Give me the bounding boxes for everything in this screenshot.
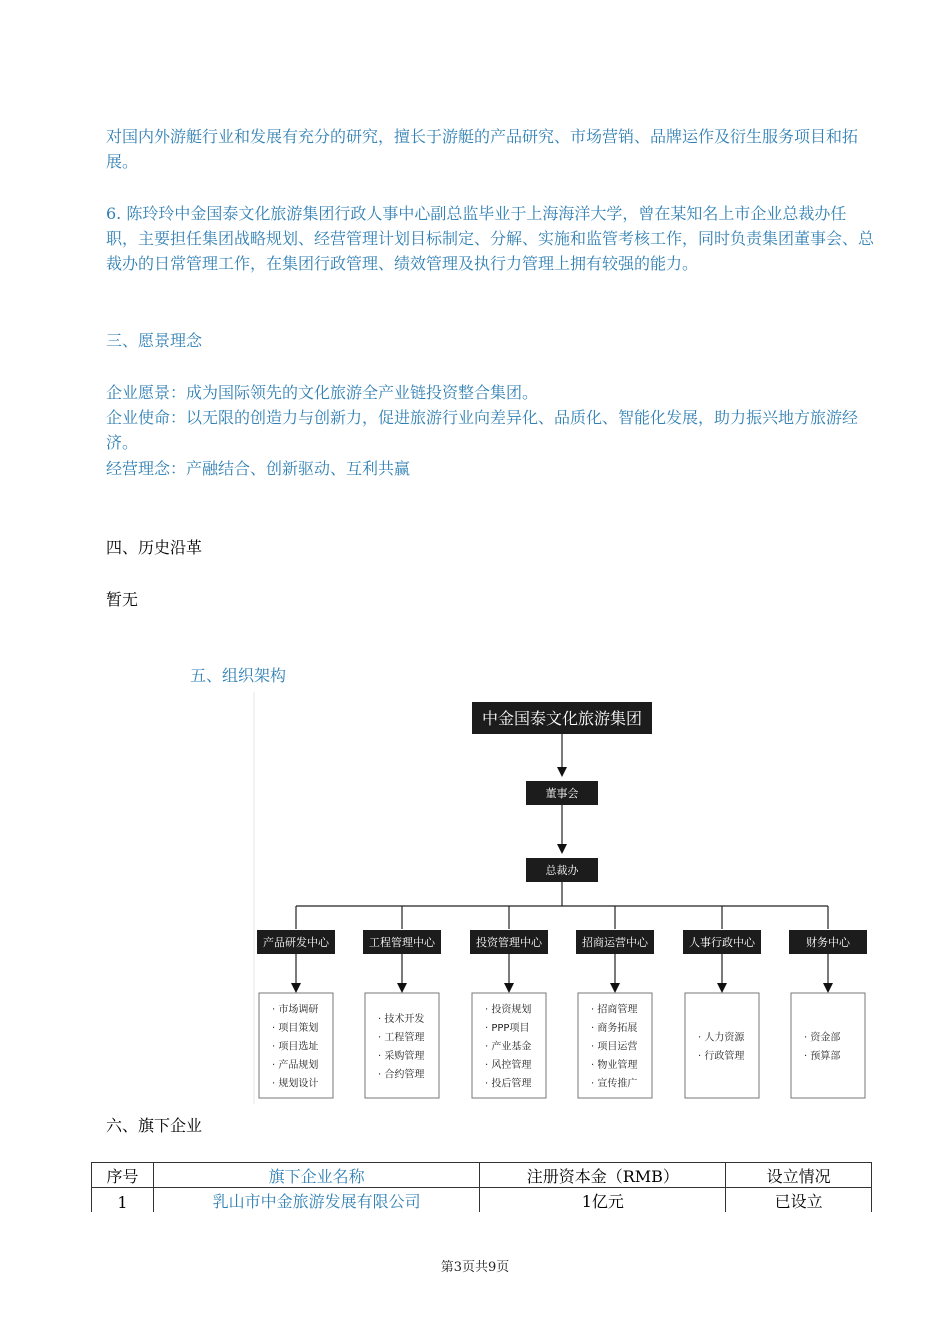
table-header-row (92, 1163, 872, 1188)
org-duty-box-2 (472, 993, 546, 1098)
heading-history: 四、历史沿革 (106, 538, 203, 557)
duty-item: · 风控管理 (485, 1060, 532, 1071)
heading-vision: 三、愿景理念 (106, 331, 203, 350)
org-president (526, 858, 598, 882)
duty-item: · 市场调研 (272, 1004, 319, 1016)
cell-index: 1 (92, 1188, 154, 1213)
org-chart-svg (253, 692, 871, 1104)
duty-item: · 项目运营 (591, 1041, 638, 1053)
page-bottom-margin (0, 1212, 950, 1252)
org-duty-box-4 (685, 993, 759, 1098)
duty-item: · 资金部 (804, 1032, 841, 1044)
heading-subsidiaries: 六、旗下企业 (106, 1116, 203, 1135)
org-chart (253, 692, 871, 1104)
duty-item: · 采购管理 (378, 1050, 425, 1062)
duty-item: · 规划设计 (272, 1078, 319, 1090)
duty-box-frame-4 (685, 993, 759, 1098)
org-center-5 (789, 930, 867, 954)
mission-statement: 企业使命：以无限的创造力与创新力，促进旅游行业向差异化、品质化、智能化发展，助力振兴地方旅游经济。 (106, 408, 859, 452)
page-footer: 第3页共9页 (440, 1260, 510, 1275)
org-root (472, 702, 652, 734)
org-center-4 (683, 930, 761, 954)
paragraph-yacht-research: 对国内外游艇行业和发展有充分的研究，擅长于游艇的产品研究、市场营销、品牌运作及衍生服务项目和拓展。 (106, 127, 859, 171)
duty-item: · 技术开发 (378, 1013, 425, 1025)
duty-item: · 产品规划 (272, 1060, 319, 1071)
org-board-label: 董事会 (545, 786, 579, 800)
duty-item: · 物业管理 (591, 1060, 638, 1071)
org-center-0 (257, 930, 335, 954)
header-capital: 注册资本金（RMB） (480, 1163, 726, 1188)
header-index: 序号 (92, 1163, 154, 1188)
org-center-2 (470, 930, 548, 954)
duty-box-frame-1 (365, 993, 439, 1098)
duty-item: · 工程管理 (378, 1032, 425, 1044)
org-duty-box-0 (259, 993, 333, 1098)
duty-item: · 项目策划 (272, 1023, 319, 1034)
paragraph-chen-lingling: 6. 陈玲玲中金国泰文化旅游集团行政人事中心副总监毕业于上海海洋大学，曾在某知名上市企业总裁办任职，主要担任集团战略规划、经营管理计划目标制定、分解、实施和监管考核工作，同时负责集团董事会、总裁办的日常管理工作，在集团行政管理、绩效管理及执行力管理上拥有较强的能力。 (106, 204, 875, 273)
org-center-5-label: 财务中心 (806, 935, 850, 949)
history-text: 暂无 (106, 590, 139, 609)
org-president-label: 总裁办 (545, 863, 579, 877)
duty-item: · 项目选址 (272, 1041, 319, 1053)
org-duty-box-3 (578, 993, 652, 1098)
org-center-4-label: 人事行政中心 (689, 935, 755, 949)
duty-item: · 人力资源 (698, 1032, 745, 1044)
duty-item: · 投资规划 (485, 1004, 532, 1016)
org-board (526, 781, 598, 805)
duty-item: · 招商管理 (591, 1004, 638, 1016)
org-center-1 (363, 930, 441, 954)
duty-item: · 商务拓展 (591, 1023, 638, 1034)
cell-company-name: 乳山市中金旅游发展有限公司 (153, 1188, 480, 1213)
cell-capital: 1亿元 (480, 1188, 726, 1213)
org-center-0-label: 产品研发中心 (263, 935, 329, 949)
vision-statement: 企业愿景：成为国际领先的文化旅游全产业链投资整合集团。 (106, 383, 539, 402)
duty-box-frame-5 (791, 993, 865, 1098)
cell-status: 已设立 (726, 1188, 872, 1213)
duty-item: · 投后管理 (485, 1078, 532, 1090)
duty-item: · 行政管理 (698, 1050, 745, 1062)
header-company-name: 旗下企业名称 (153, 1163, 480, 1188)
org-duty-box-5 (791, 993, 865, 1098)
duty-item: · 合约管理 (378, 1069, 425, 1081)
header-status: 设立情况 (726, 1163, 872, 1188)
org-center-3 (576, 930, 654, 954)
org-center-3-label: 招商运营中心 (582, 935, 648, 949)
org-center-1-label: 工程管理中心 (369, 935, 435, 949)
subsidiaries-table (91, 1162, 872, 1213)
duty-item: · 宣传推广 (591, 1078, 638, 1090)
org-center-2-label: 投资管理中心 (476, 935, 542, 949)
org-root-label: 中金国泰文化旅游集团 (481, 708, 643, 728)
duty-item: · 预算部 (804, 1050, 841, 1062)
heading-org-structure: 五、组织架构 (190, 666, 287, 685)
org-duty-box-1 (365, 993, 439, 1098)
duty-item: · 产业基金 (485, 1041, 532, 1053)
duty-item: · PPP项目 (485, 1023, 530, 1034)
table-row (92, 1188, 872, 1213)
business-philosophy: 经营理念：产融结合、创新驱动、互利共赢 (106, 459, 411, 478)
